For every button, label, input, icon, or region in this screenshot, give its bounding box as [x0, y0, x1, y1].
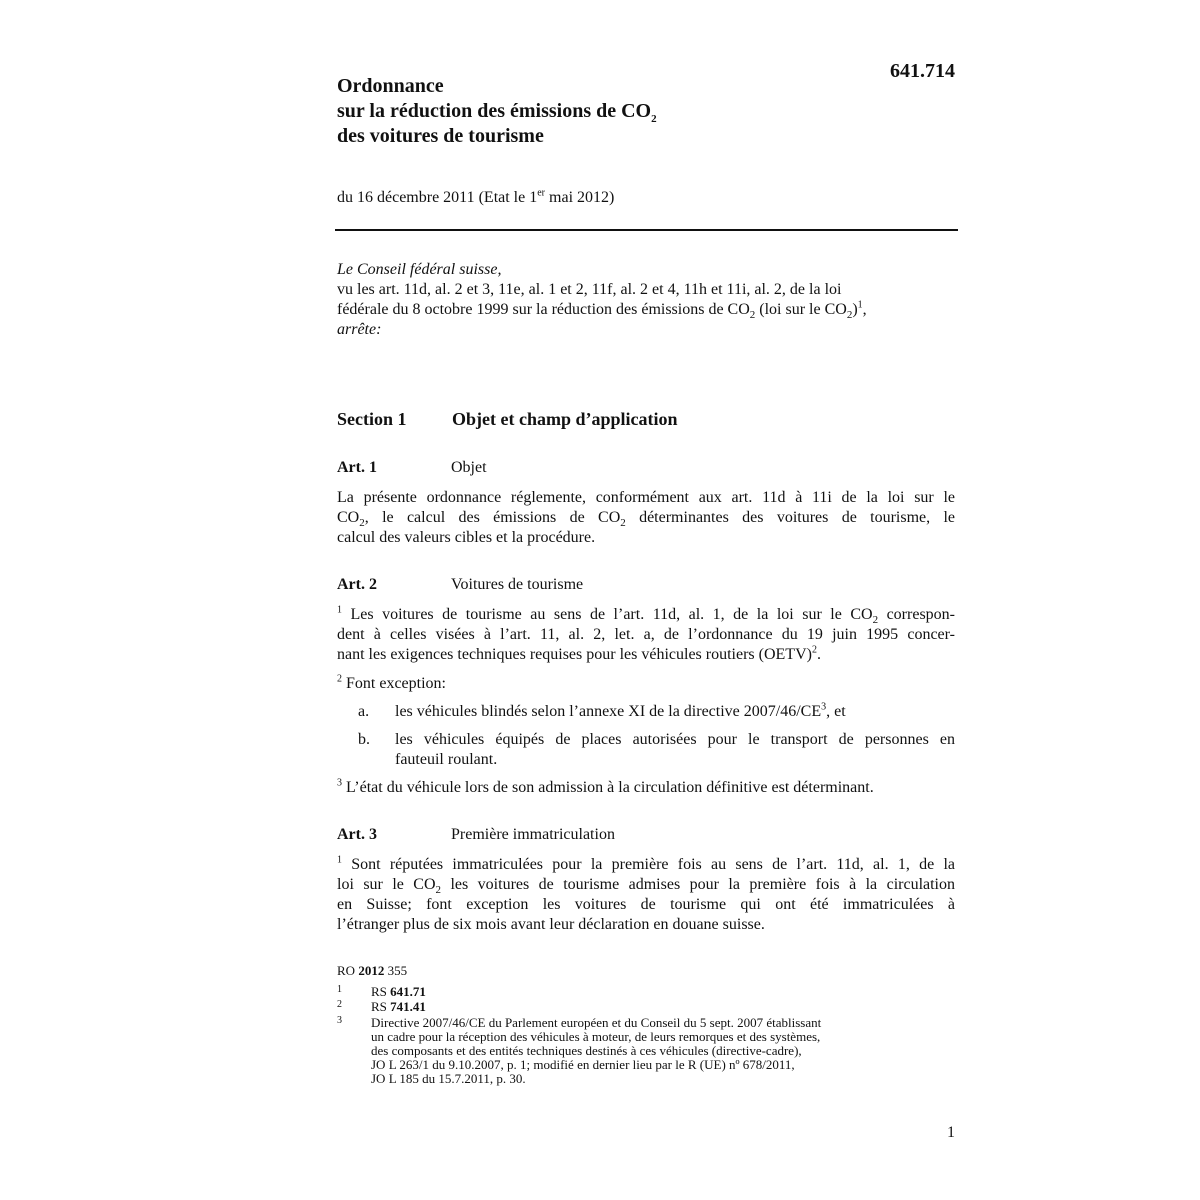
sr-number: 641.714: [890, 60, 955, 82]
article-3-heading: [337, 826, 615, 844]
title-line-2: sur la réduction des émissions de $CO_2$: [337, 100, 657, 125]
ro-reference: RO 2012 355: [337, 963, 408, 978]
article-3-number: Art. 3: [337, 826, 377, 843]
article-1-number: Art. 1: [337, 459, 377, 476]
article-2-paragraph-3: $^3$ L’état du véhicule lors de son admission à la circulation définitive est déterminant.: [337, 777, 874, 796]
header-divider: [335, 229, 958, 231]
article-3-title: Première immatriculation: [451, 826, 615, 843]
article-2-paragraph-1: $^1$ Les voitures de tourisme au sens de l’art. 11d, al. 1, de la loi sur le $CO_2$ correspon- dent à celles visées à l’art. 11, al. 2, let. a, de l’ordonnance du 19 juin 1995 concer- nant les exigences techniques requises pour les véhicules routiers (OETV)$^2$.: [337, 604, 955, 663]
section-heading: [337, 409, 678, 430]
article-1-text: La présente ordonnance réglemente, conformément aux art. 11d à 11i de la loi sur le $CO_2$, le calcul des émissions de $CO_2$ déterminantes des voitures de tourisme, le calcul des valeurs cibles et la procédure.: [337, 489, 955, 546]
title-line-1: Ordonnance: [337, 75, 444, 97]
article-2-number: Art. 2: [337, 576, 377, 593]
article-3-paragraph-1: $^1$ Sont réputées immatriculées pour la première fois au sens de l’art. 11d, al. 1, de la loi sur le $CO_2$ les voitures de tourisme admises pour la première fois à la circulation en Suisse; font exception les voitures de tourisme qui ont été immatriculées à l’étranger plus de six mois avant leur déclaration en douane suisse.: [337, 854, 956, 933]
document-title: [337, 74, 857, 149]
preamble-line-1: vu les art. 11d, al. 2 et 3, 11e, al. 1 et 2, 11f, al. 2 et 4, 11h et 11i, al. 2, de la loi: [337, 281, 842, 298]
section-number: Section 1: [337, 409, 407, 429]
section-title: Objet et champ d’application: [452, 409, 678, 429]
document-page: 641.714 Ordonnance sur la réduction des émissions de $CO_2$ des voitures de tourisme du 16 décembre 2011 (Etat le 1er mai 2012) Le Conseil fédéral suisse, vu les art. 11d, al. 2 et 3, 11e, al. 1 et 2, 11f, al. 2 et 4, 11h et 11i, al. 2, de la loi fédérale du 8 octobre 1999 sur la réduction des émissions de $CO_2$ (loi sur le $CO_2)^1$, arrête: Section 1 Objet et champ d’application Art. 1 Objet La présente ordonnance réglemente, conformément aux art. 11d à 11i de la loi sur le $CO_2$, le calcul des émissions de $CO_2$ déterminantes des voitures de tourisme, le calcul des valeurs cibles et la procédure. Art. 2 Voitures de tourisme $^1$ Les voitures de tourisme au sens de l’art. 11d, al. 1, de la loi sur le $CO_2$ correspon- dent à celles visées à l’art. 11, al. 2, let. a, de l’ordonnance du 19 juin 1995 concer- nant les exigences techniques requises pour les véhicules routiers (OETV)$^2$. $^2$ Font exception: a. les véhicules blindés selon l’annexe XI de la directive $2007/46/CE^3$, et b. les véhicules équipés de places autorisées pour le transport de personnes en fauteuil roulant. $^3$ L’état du véhicule lors de son admission à la circulation définitive est déterminant. Art. 3 Première immatriculation $^1$ Sont réputées immatriculées pour la première fois au sens de l’art. 11d, al. 1, de la loi sur le $CO_2$ les voitures de tourisme admises pour la première fois à la circulation en Suisse; font exception les voitures de tourisme qui ont été immatriculées à l’étranger plus de six mois avant leur déclaration en douane suisse. RO 2012 355 1 RS 641.71 2 RS 741.41 3 Directive 2007/46/CE du Parlement européen et du Conseil du 5 sept. 2007 établissant un cadre pour la réception des véhicules à moteur, de leurs remorques et des systèmes, des composants et des entités techniques destinés à ces véhicules (directive-cadre), JO L 263/1 du 9.10.2007, p. 1; modifié en dernier lieu par le R (UE) nº 678/2011, JO L 185 du 15.7.2011, p. 30. 1: [0, 0, 1200, 1200]
preamble: [337, 260, 957, 340]
preamble-line-2: fédérale du 8 octobre 1999 sur la réduction des émissions de $CO_2$ (loi sur le $CO_2)^1$,: [337, 299, 867, 322]
page-number: 1: [947, 1124, 955, 1141]
article-2-paragraph-2: $^2$ Font exception:: [337, 673, 446, 692]
article-2-heading: [337, 576, 583, 594]
article-2-title: Voitures de tourisme: [451, 576, 584, 593]
preamble-decree: arrête:: [337, 321, 382, 338]
title-line-3: des voitures de tourisme: [337, 125, 544, 147]
document-date: du 16 décembre 2011 (Etat le 1er mai 2012): [337, 187, 615, 206]
article-1-heading: [337, 459, 487, 477]
article-1-title: Objet: [451, 459, 487, 476]
preamble-authority: Le Conseil fédéral suisse,: [337, 261, 502, 278]
